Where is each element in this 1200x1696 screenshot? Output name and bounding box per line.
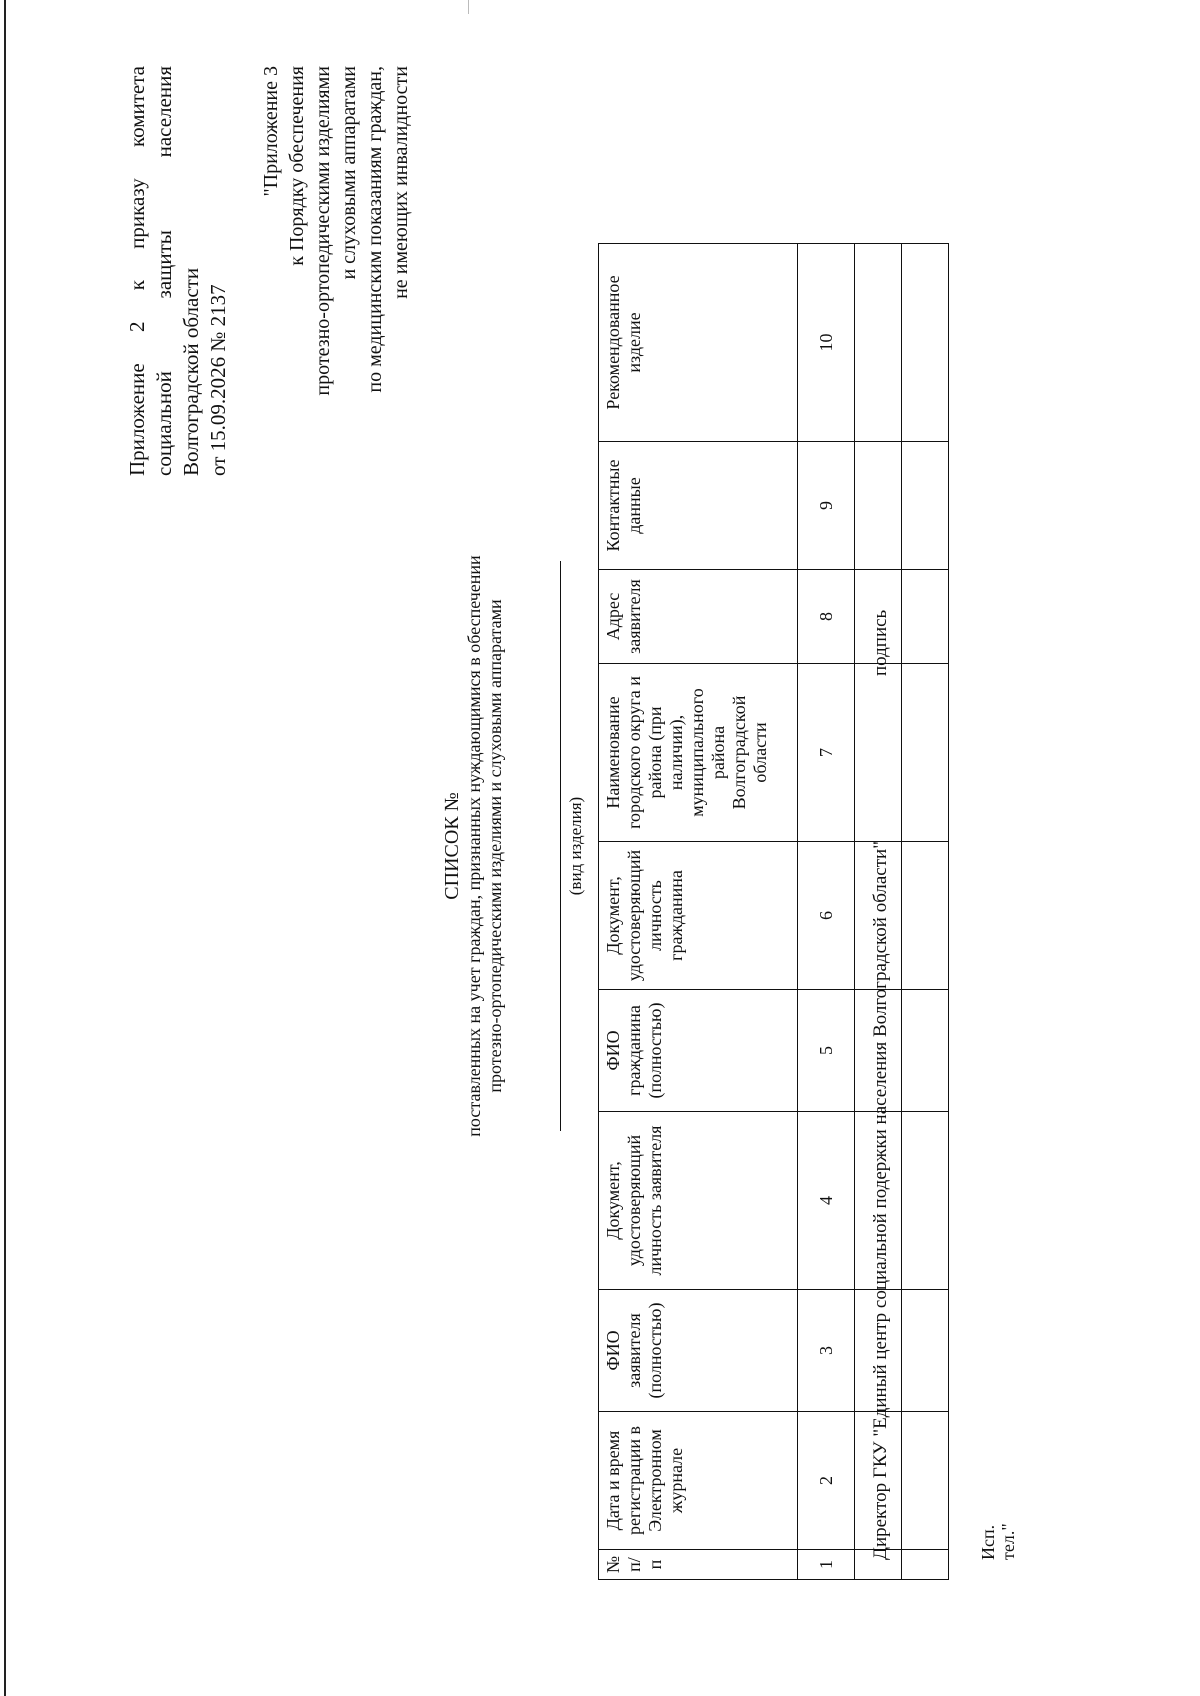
phone-label: тел."	[998, 1523, 1018, 1560]
column-number-cell: 3	[798, 1290, 855, 1412]
signature-label: подпись	[870, 609, 891, 676]
table-cell	[902, 990, 949, 1112]
list-subtitle-line-1: поставленных на учет граждан, признанных нуждающимися в обеспечении	[464, 555, 484, 1137]
column-number-cell: 6	[798, 842, 855, 990]
table-cell	[902, 1550, 949, 1580]
executor-info	[978, 1523, 1018, 1560]
appendix-2-header	[124, 66, 232, 476]
header-cell-number: № п/п	[599, 1550, 798, 1580]
appendix-3-line: "Приложение 3	[260, 66, 282, 197]
column-number-cell: 1	[798, 1550, 855, 1580]
director-title: Директор ГКУ "Единый центр социальной подержки населения Волгоградской области"	[870, 841, 891, 1560]
appendix-2-line-4: от 15.09.2026 № 2137	[206, 284, 230, 476]
table-cell	[902, 1112, 949, 1290]
appendix-3-line: протезно-ортопедическими изделиями	[312, 66, 334, 396]
table-cell	[902, 442, 949, 570]
appendix-3-line: по медицинским показаниям граждан,	[364, 66, 386, 393]
appendix-2-line-3: Волгоградской области	[179, 267, 203, 476]
column-number-cell: 7	[798, 664, 855, 842]
table-column-number-row	[798, 244, 855, 1580]
column-number-cell: 9	[798, 442, 855, 570]
column-number-cell: 5	[798, 990, 855, 1112]
header-cell-district: Наименование городского округа и района (при наличии), муниципального района Волгоградской области	[599, 664, 798, 842]
header-cell-applicant-name: ФИО заявителя (полностью)	[599, 1290, 798, 1412]
header-cell-recommended-product: Рекомендованное изделие	[599, 244, 798, 442]
table-cell	[902, 1412, 949, 1550]
table-cell	[855, 442, 902, 570]
table-cell	[902, 842, 949, 990]
header-cell-contacts: Контактные данные	[599, 442, 798, 570]
list-heading: СПИСОК №	[441, 792, 463, 900]
appendix-2-line-2: социальной защиты населения	[152, 66, 176, 476]
appendix-3-line: не имеющих инвалидности	[390, 66, 412, 299]
table-cell	[902, 1290, 949, 1412]
appendix-3-line: и слуховыми аппаратами	[338, 66, 360, 280]
table-cell	[855, 244, 902, 442]
registration-table	[598, 243, 949, 1580]
header-cell-citizen-document: Документ, удостоверяющий личность гражданина	[599, 842, 798, 990]
column-number-cell: 2	[798, 1412, 855, 1550]
header-cell-applicant-document: Документ, удостоверяющий личность заявителя	[599, 1112, 798, 1290]
product-kind-blank-line	[560, 561, 561, 1131]
appendix-2-line-1: Приложение 2 к приказу комитета	[125, 66, 149, 476]
header-cell-registration-date: Дата и время регистрации в Электронном журнале	[599, 1412, 798, 1550]
appendix-3-line: к Порядку обеспечения	[286, 66, 308, 266]
table-cell	[902, 570, 949, 664]
list-title	[440, 496, 506, 1196]
header-cell-citizen-name: ФИО гражданина (полностью)	[599, 990, 798, 1112]
table-cell	[902, 664, 949, 842]
table-cell	[902, 244, 949, 442]
appendix-3-header	[258, 66, 414, 566]
header-cell-address: Адрес заявителя	[599, 570, 798, 664]
table-row	[902, 244, 949, 1580]
column-number-cell: 4	[798, 1112, 855, 1290]
table-cell	[855, 664, 902, 842]
table-header-row	[599, 244, 798, 1580]
list-subtitle-line-2: протезно-ортопедическими изделиями и слуховыми аппаратами	[485, 599, 505, 1093]
product-kind-caption: (вид изделия)	[566, 796, 585, 896]
column-number-cell: 10	[798, 244, 855, 442]
executor-label: Исп.	[978, 1524, 998, 1560]
column-number-cell: 8	[798, 570, 855, 664]
